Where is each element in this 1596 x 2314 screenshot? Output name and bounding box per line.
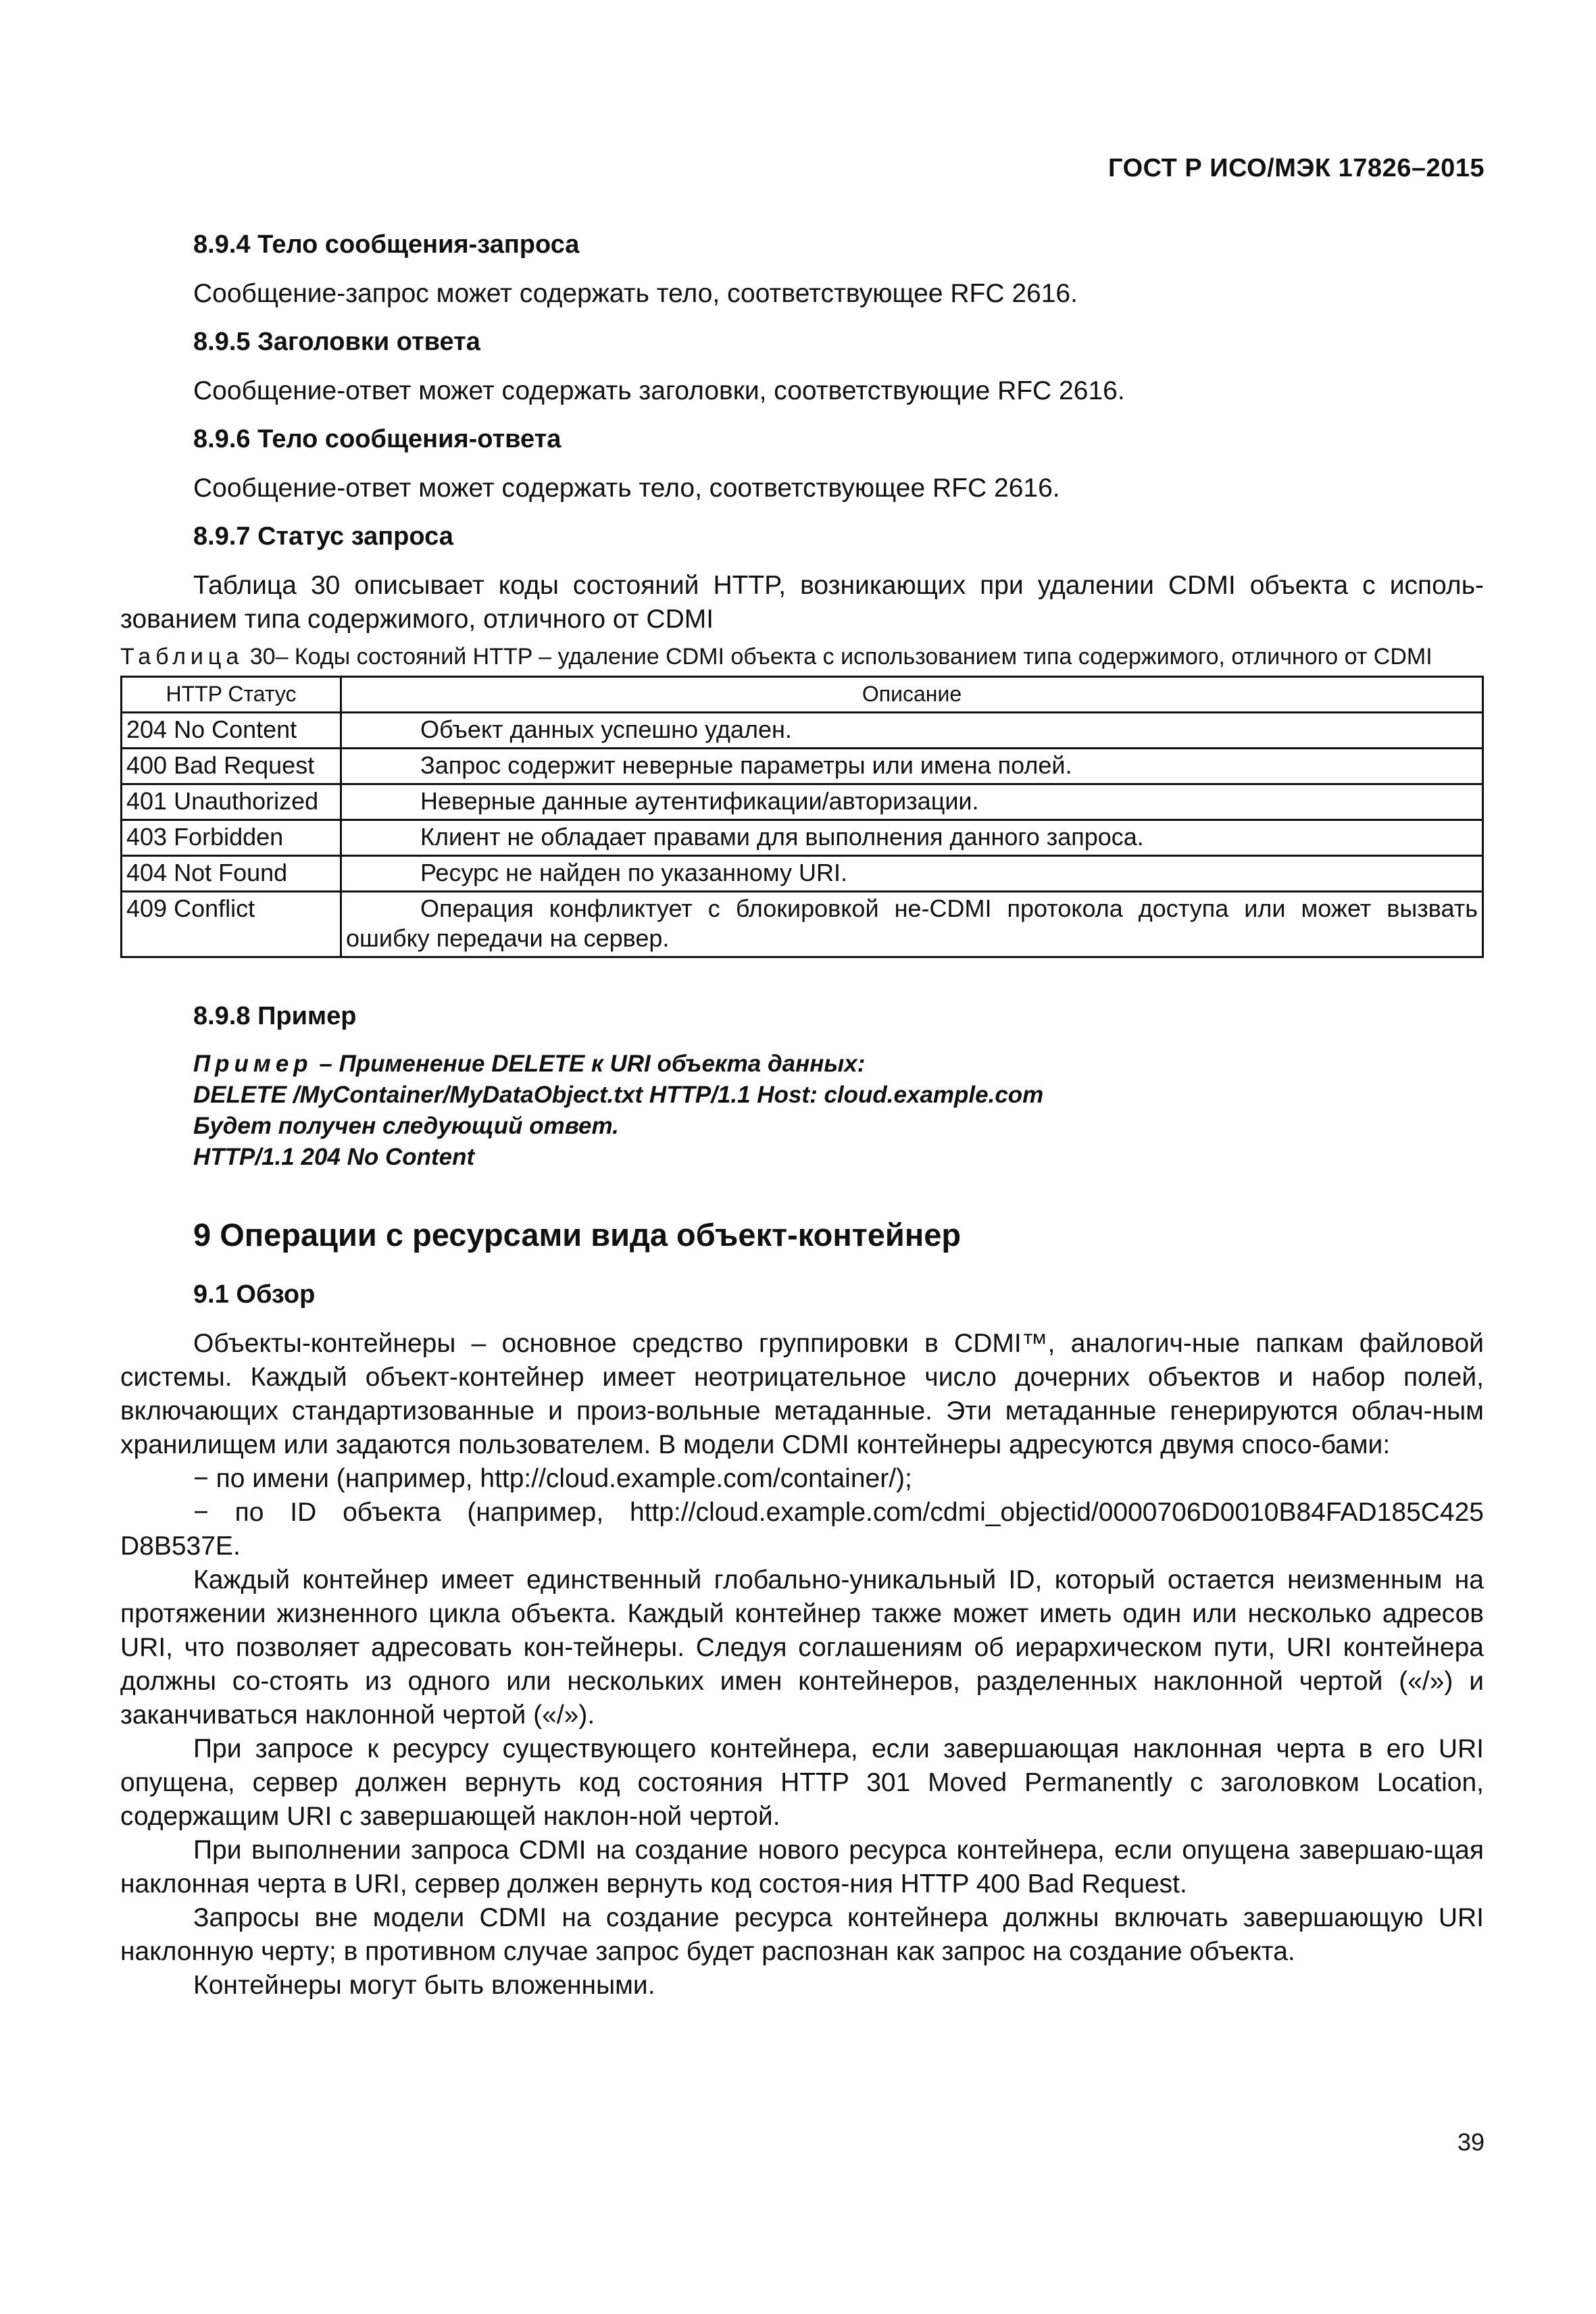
example-intro: – Применение DELETE к URI объекта данных: <box>312 1051 866 1077</box>
example-label: Пример <box>193 1051 313 1077</box>
paragraph: При запросе к ресурсу существующего контейнера, если завершающая наклонная черта в его URI опущена, сервер должен вернуть код состояния HTTP 301 Moved Permanently с заголовком Location, содержащим URI с завершающей наклон-ной чертой. <box>120 1734 1484 1831</box>
status-cell: 401 Unauthorized <box>122 784 341 820</box>
column-header-description: Описание <box>341 677 1483 713</box>
section-8-9-4-title: 8.9.4 Тело сообщения-запроса <box>193 230 580 259</box>
document-id-header: ГОСТ Р ИСО/МЭК 17826–2015 <box>1108 154 1485 182</box>
list-item: − по ID объекта (например, http://cloud.example.com/cdmi_objectid/0000706D0010B84FAD185C425 D8B537E. <box>120 1498 1484 1561</box>
description-cell: Неверные данные аутентификации/авторизации. <box>341 784 1483 820</box>
list-item: − по имени (например, http://cloud.example.com/container/); <box>193 1464 912 1493</box>
table-row <box>122 856 1483 892</box>
description-cell: Запрос содержит неверные параметры или имена полей. <box>341 749 1483 784</box>
paragraph: При выполнении запроса CDMI на создание нового ресурса контейнера, если опущена завершаю-щая наклонная черта в URI, сервер должен вернуть код состоя-ния HTTP 400 Bad Request. <box>120 1836 1484 1898</box>
example-line: Будет получен следующий ответ. <box>193 1113 619 1139</box>
section-8-9-5-text: Сообщение-ответ может содержать заголовки, соответствующие RFC 2616. <box>193 376 1125 405</box>
chapter-9-title: 9 Операции с ресурсами вида объект-контейнер <box>193 1217 962 1253</box>
description-cell: Клиент не обладает правами для выполнения данного запроса. <box>341 820 1483 856</box>
status-cell: 400 Bad Request <box>122 749 341 784</box>
table-row <box>122 713 1483 749</box>
paragraph: Объекты-контейнеры – основное средство группировки в CDMI™, аналогич-ные папкам файловой системы. Каждый объект-контейнер имеет неотрицательное число дочерних объектов и набор полей, включающих стандартизованные и произ-вольные метаданные. Эти метаданные генерируются облач-ным хранилищем или задаются пользователем. В модели CDMI контейнеры адресуются двумя спосо-бами: <box>120 1329 1484 1459</box>
status-codes-table <box>120 676 1484 958</box>
table-row <box>122 892 1483 957</box>
section-8-9-8-title: 8.9.8 Пример <box>193 1002 357 1030</box>
section-8-9-6-text: Сообщение-ответ может содержать тело, соответствующее RFC 2616. <box>193 474 1060 503</box>
description-cell: Объект данных успешно удален. <box>341 713 1483 749</box>
table-caption-label: Таблица <box>120 644 244 670</box>
table-row <box>122 784 1483 820</box>
paragraph: Контейнеры могут быть вложенными. <box>193 1971 655 2000</box>
example-line <box>193 1049 1484 1080</box>
paragraph: Запросы вне модели CDMI на создание ресурса контейнера должны включать завершающую URI наклонную черту; в противном случае запрос будет распознан как запрос на создание объекта. <box>120 1903 1484 1966</box>
section-8-9-5-title: 8.9.5 Заголовки ответа <box>193 328 480 356</box>
page-number: 39 <box>1457 2128 1485 2156</box>
description-cell: Ресурс не найден по указанному URI. <box>341 856 1483 892</box>
table-row <box>122 749 1483 784</box>
example-line: DELETE /MyContainer/MyDataObject.txt HTTP/1.1 Host: cloud.example.com <box>193 1082 1044 1108</box>
status-cell: 403 Forbidden <box>122 820 341 856</box>
section-8-9-7-title: 8.9.7 Статус запроса <box>193 522 453 551</box>
description-cell: Операция конфликтует с блокировкой не-CDMI протокола доступа или может вызвать ошибку передачи на сервер. <box>341 892 1483 957</box>
table-30-caption <box>120 642 1484 672</box>
status-cell: 204 No Content <box>122 713 341 749</box>
section-8-9-7-text: Таблица 30 описывает коды состояний HTTP, возникающих при удалении CDMI объекта с исполь-зованием типа содержимого, отличного от CDMI <box>120 571 1484 634</box>
status-cell: 404 Not Found <box>122 856 341 892</box>
status-cell: 409 Conflict <box>122 892 341 957</box>
table-caption-text: 30– Коды состояний HTTP – удаление CDMI объекта с использованием типа содержимого, отличного от CDMI <box>243 644 1432 670</box>
column-header-status: HTTP Статус <box>122 677 341 713</box>
section-8-9-6-title: 8.9.6 Тело сообщения-ответа <box>193 425 562 453</box>
example-block <box>193 1049 1484 1173</box>
paragraph: Каждый контейнер имеет единственный глобально-уникальный ID, который остается неизменным на протяжении жизненного цикла объекта. Каждый контейнер также может иметь один или несколько адресов URI, что позволяет адресовать кон-тейнеры. Следуя соглашениям об иерархическом пути, URI контейнера должны со-стоять из одного или нескольких имен контейнеров, разделенных наклонной чертой («/») и заканчиваться наклонной чертой («/»). <box>120 1565 1484 1730</box>
table-row <box>122 820 1483 856</box>
section-8-9-4-text: Сообщение-запрос может содержать тело, соответствующее RFC 2616. <box>193 279 1078 308</box>
page-content <box>120 228 1484 2003</box>
section-9-1-title: 9.1 Обзор <box>193 1280 316 1309</box>
table-header-row <box>122 677 1483 713</box>
example-line: HTTP/1.1 204 No Content <box>193 1144 475 1170</box>
